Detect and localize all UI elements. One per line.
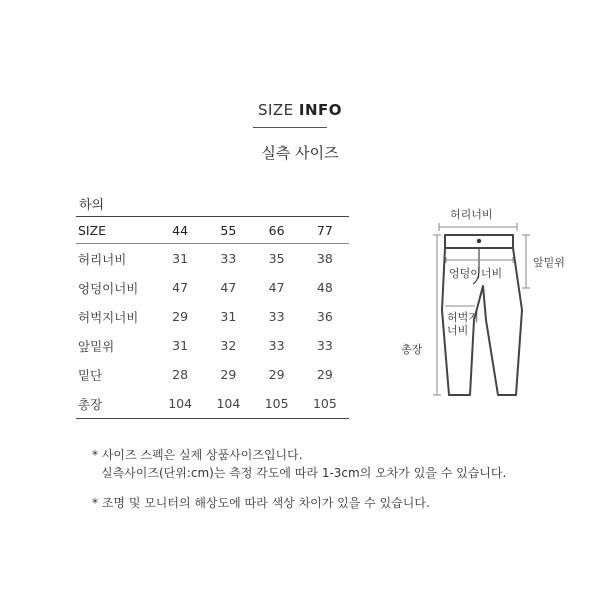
note-line: 실측사이즈(단위:cm)는 측정 각도에 따라 1-3cm의 오차가 있을 수 있습니다.	[101, 466, 507, 480]
column-header: 66	[253, 217, 301, 244]
table-cell: 48	[316, 280, 333, 295]
size-table	[76, 216, 349, 419]
table-row	[76, 273, 349, 302]
notes	[92, 446, 506, 512]
table-row	[76, 331, 349, 360]
column-header: 44	[156, 217, 204, 244]
row-label: 허벅지너비	[78, 309, 139, 325]
column-header: SIZE	[76, 217, 156, 244]
table-cell: 31	[172, 338, 189, 353]
table-cell: 29	[220, 367, 237, 382]
table-cell: 47	[220, 280, 237, 295]
table-cell: 38	[316, 251, 333, 266]
table-cell: 104	[156, 389, 204, 419]
table-cell: 28	[172, 367, 189, 382]
total-length-label: 총장	[401, 343, 423, 356]
table-cell: 33	[268, 309, 285, 324]
table-cell: 105	[253, 389, 301, 419]
table-cell: 31	[220, 309, 237, 324]
row-label: 엉덩이너비	[78, 280, 139, 296]
row-label: 앞밑위	[78, 338, 115, 354]
table-row	[76, 389, 349, 419]
hip-label: 엉덩이너비	[449, 267, 503, 280]
table-cell: 29	[172, 309, 189, 324]
table-row	[76, 244, 349, 274]
column-header: 77	[301, 217, 349, 244]
title-prefix: SIZE	[257, 101, 294, 119]
row-label: 밑단	[78, 367, 103, 383]
table-cell: 33	[316, 338, 333, 353]
button-icon	[477, 239, 481, 243]
table-cell: 105	[301, 389, 349, 419]
title-bold: INFO	[298, 101, 343, 119]
page-subtitle: 실측 사이즈	[261, 144, 339, 162]
waist-arrow	[439, 223, 517, 231]
front-rise-label: 앞밑위	[533, 256, 565, 269]
table-cell: 33	[220, 251, 237, 266]
row-label: 총장	[76, 389, 156, 419]
table-cell: 36	[316, 309, 333, 324]
table-cell: 33	[268, 338, 285, 353]
total-length-arrow	[433, 235, 441, 395]
thigh-label-line1: 허벅지	[447, 311, 479, 324]
table-row	[76, 360, 349, 389]
table-cell: 32	[220, 338, 237, 353]
column-header: 55	[204, 217, 252, 244]
pants-measurement-diagram	[395, 200, 565, 410]
table-row	[76, 302, 349, 331]
front-rise-arrow	[522, 235, 530, 288]
table-cell: 104	[204, 389, 252, 419]
table-cell: 35	[268, 251, 285, 266]
title-underline	[253, 127, 327, 128]
table-cell: 29	[316, 367, 333, 382]
page-title	[0, 101, 600, 119]
table-cell: 31	[172, 251, 189, 266]
thigh-label-line2: 너비	[447, 324, 469, 337]
row-label: 허리너비	[78, 251, 127, 267]
waist-label: 허리너비	[450, 208, 493, 221]
section-label: 하의	[79, 198, 105, 213]
note-line: * 조명 및 모니터의 해상도에 따라 색상 차이가 있을 수 있습니다.	[92, 496, 430, 510]
table-cell: 47	[172, 280, 189, 295]
note-line: * 사이즈 스펙은 실제 상품사이즈입니다.	[92, 448, 303, 462]
table-header-row	[76, 217, 349, 244]
table-cell: 47	[268, 280, 285, 295]
table-cell: 29	[268, 367, 285, 382]
